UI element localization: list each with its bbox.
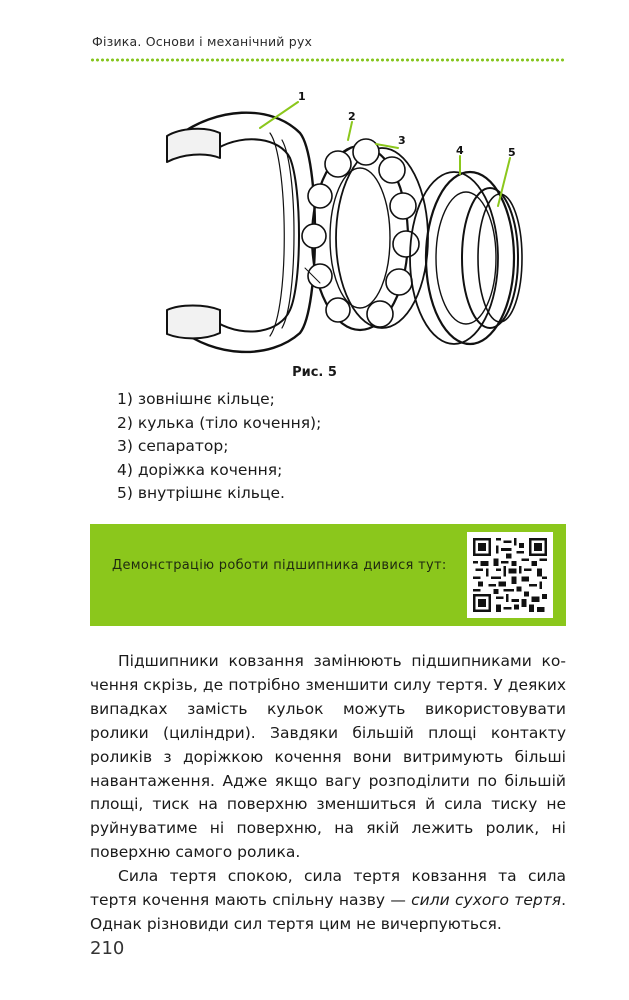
list-item: 2) кулька (тіло кочення); xyxy=(117,413,322,432)
demo-note-text: Демонстрацію роботи підшипника дивися тут: xyxy=(112,558,447,573)
term-dry-friction: сили сухого тертя xyxy=(411,891,562,910)
list-item: 3) сепаратор; xyxy=(117,437,229,455)
callout-2: 2 xyxy=(348,110,356,123)
main-body-text xyxy=(90,650,566,937)
paragraph-dry-friction: Сила тертя спокою, сила тертя ковзання та сила тертя кочення мають спільну назву — сили сухого тертя. Однак різновиди сил тертя цим не вичерпуються. xyxy=(90,867,566,933)
bearing-figure xyxy=(120,78,540,368)
callout-4: 4 xyxy=(456,144,464,157)
list-item: 5) внутрішнє кільце. xyxy=(117,484,285,502)
qr-code[interactable] xyxy=(464,529,556,621)
header-dotted-rule xyxy=(90,58,566,62)
paragraph-rolling-bearings: Підшипники ковзання замінюють підшипниками кочення скрізь, де потрібно зменшити силу тертя. У деяких випадках замість кульок можуть використовувати ролики (циліндри). Завдяки більшій площі контакту роликів з доріжкою кочення вони витримують більші навантаження. Адже якщо вагу розподілити по більшій площі, тиск на поверхню зменшиться й сила тиску не руйнуватиме ні поверхню, на якій лежить ролик, ні поверхню самого ролика. xyxy=(90,652,566,862)
figure-caption: Рис. 5 xyxy=(292,365,337,380)
figure-parts-list xyxy=(117,388,321,506)
callout-5: 5 xyxy=(508,146,516,159)
demo-note-box xyxy=(90,524,566,626)
qr-code-icon xyxy=(473,538,547,612)
page-number: 210 xyxy=(90,938,125,959)
running-title: Фізика. Основи і механічний рух xyxy=(92,34,313,49)
callout-1: 1 xyxy=(298,90,306,103)
bearing-exploded-illustration xyxy=(120,78,540,368)
callout-3: 3 xyxy=(398,134,406,147)
list-item: 1) зовнішнє кільце; xyxy=(117,390,275,408)
list-item: 4) доріжка кочення; xyxy=(117,460,283,479)
